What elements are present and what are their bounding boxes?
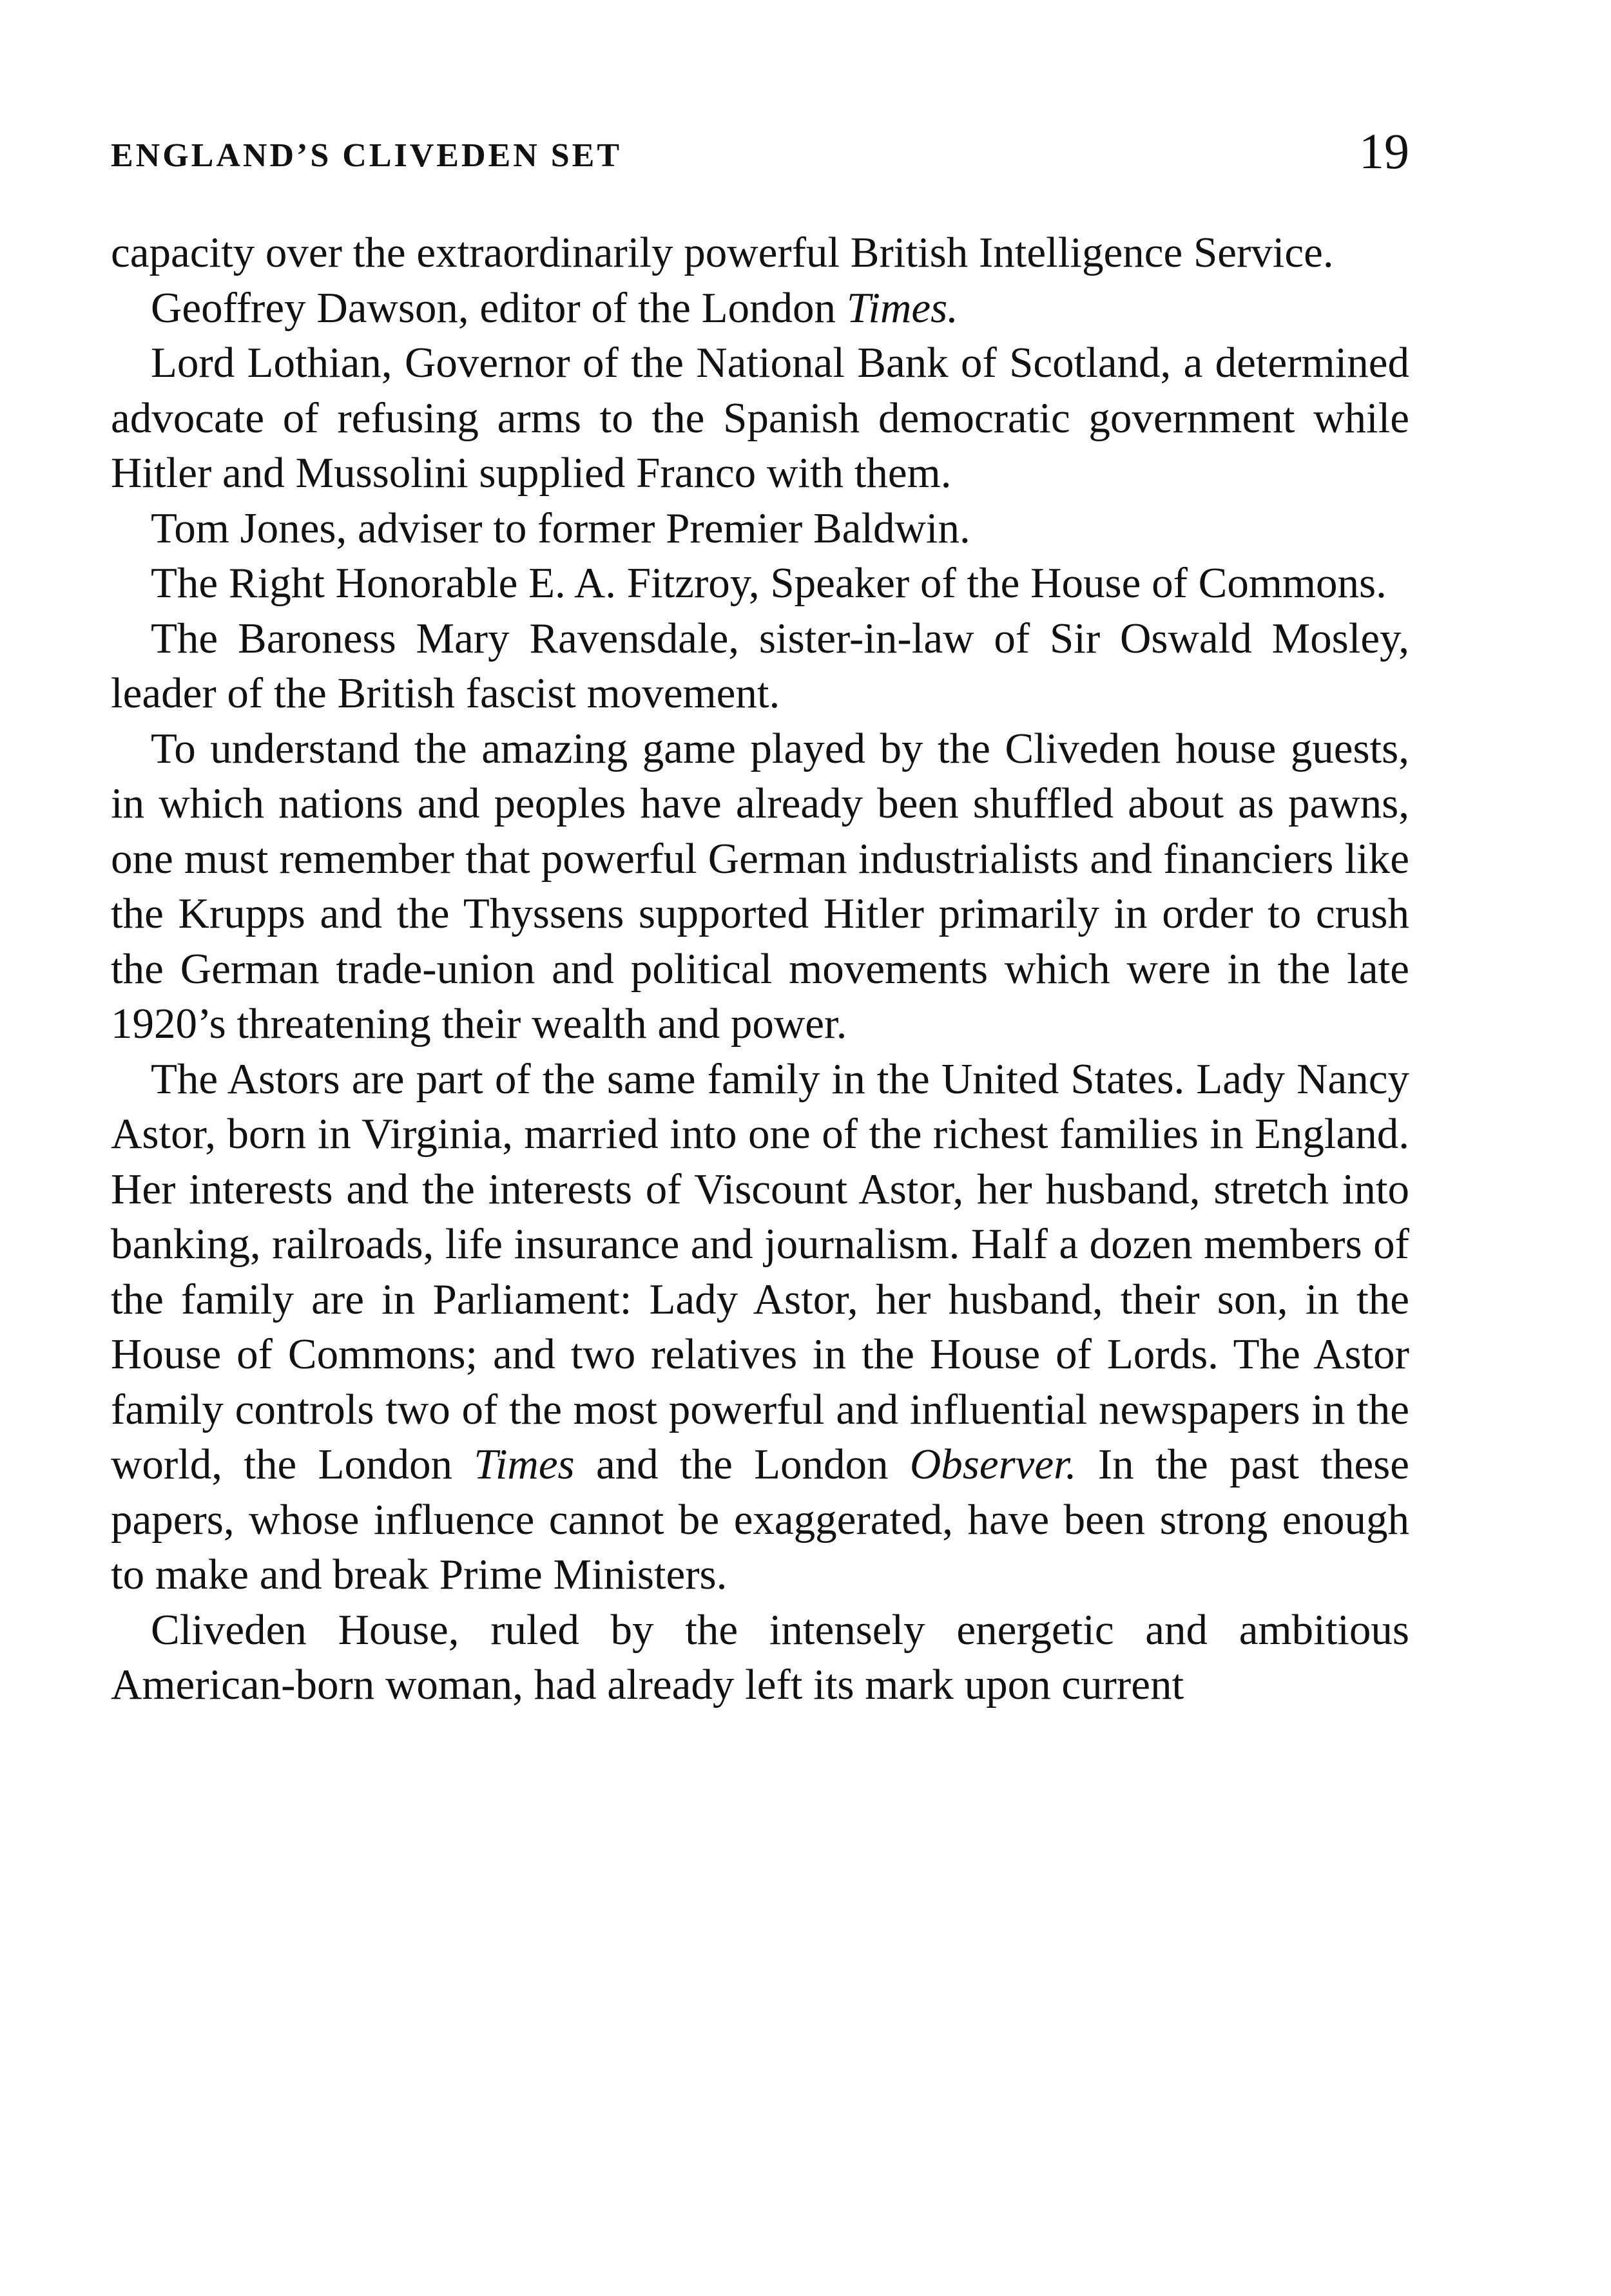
page-number: 19 bbox=[1359, 123, 1409, 179]
paragraph-2 bbox=[111, 281, 1409, 336]
paragraph-8-text-c: In the past these papers, whose influence cannot be exaggerated, have been strong enough to make and break Prime Ministers. bbox=[111, 1440, 1409, 1598]
paragraph-1: capacity over the extraordinarily powerful British Intelligence Service. bbox=[111, 229, 1334, 276]
running-head: ENGLAND’S CLIVEDEN SET bbox=[111, 137, 622, 174]
paragraph-2-italic: Times. bbox=[846, 283, 958, 332]
paragraph-6: The Baroness Mary Ravensdale, sister-in-law of Sir Oswald Mosley, leader of the British fascist movement. bbox=[111, 614, 1409, 717]
paragraph-2-text: Geoffrey Dawson, editor of the London bbox=[151, 283, 847, 332]
paragraph-8 bbox=[111, 1052, 1409, 1603]
paragraph-4: Tom Jones, adviser to former Premier Baldwin. bbox=[151, 504, 970, 552]
paragraph-8-text-a: The Astors are part of the same family in the United States. Lady Nancy Astor, born in Virginia, married into one of the richest families in England. Her interests and the interests of Viscount Astor, her husband, stretch into banking, railroads, life insurance and journalism. Half a dozen members of the family are in Parliament: Lady Astor, her husband, their son, in the House of Commons; and two relatives in the House of Lords. The Astor family controls two of the most powerful and influential newspapers in the world, the London bbox=[111, 1055, 1409, 1488]
page-header bbox=[111, 122, 1409, 193]
paragraph-3: Lord Lothian, Governor of the National Bank of Scotland, a determined advocate of refusing arms to the Spanish democratic government while Hitler and Mussolini supplied Franco with them. bbox=[111, 339, 1409, 497]
paragraph-8-italic-times: Times bbox=[474, 1440, 575, 1488]
paragraph-8-text-b: and the London bbox=[574, 1440, 910, 1488]
paragraph-8-italic-observer: Observer. bbox=[909, 1440, 1077, 1488]
paragraph-7: To understand the amazing game played by the Cliveden house guests, in which nations and peoples have already been shuffled about as pawns, one must remember that powerful German industrialists and financiers like the Krupps and the Thyssens supported Hitler primarily in order to crush the German trade-union and political movements which were in the late 1920’s threatening their wealth and power. bbox=[111, 724, 1409, 1048]
paragraph-5: The Right Honorable E. A. Fitzroy, Speaker of the House of Commons. bbox=[151, 559, 1387, 607]
paragraph-9: Cliveden House, ruled by the intensely energetic and ambitious American-born woman, had already left its mark upon current bbox=[111, 1605, 1409, 1708]
body-text bbox=[111, 225, 1409, 1713]
